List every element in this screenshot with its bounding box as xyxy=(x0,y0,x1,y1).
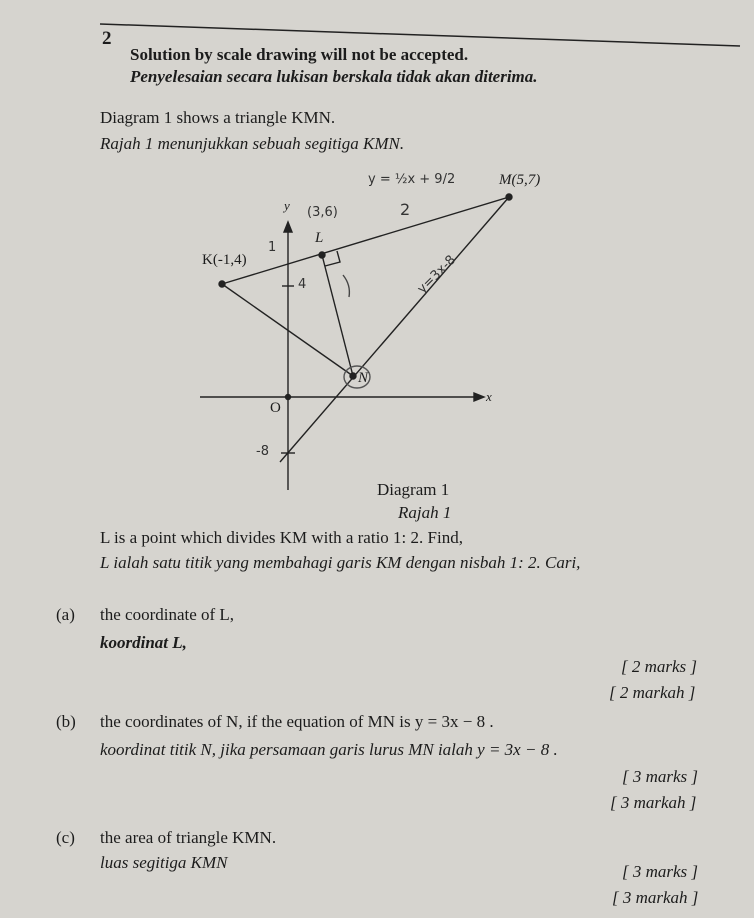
label-n: N xyxy=(358,370,369,386)
marks-en: [ 3 marks ] xyxy=(622,862,699,881)
handwritten-tick-neg8: -8 xyxy=(256,444,269,459)
label-k: K(-1,4) xyxy=(202,252,247,268)
handwritten-tick-4: 4 xyxy=(298,277,307,292)
y-axis-arrow xyxy=(284,222,292,232)
statement-ms: L ialah satu titik yang membahagi garis KM dengan nisbah 1: 2. Cari, xyxy=(100,553,581,572)
diagram-1 xyxy=(200,194,512,490)
marks-ms: [ 3 markah ] xyxy=(610,793,697,812)
handwritten-arc xyxy=(343,275,349,297)
statement-en: L is a point which divides KM with a ratio 1: 2. Find, xyxy=(100,528,463,547)
part-text-en: the coordinate of L, xyxy=(100,605,235,624)
point-k-dot xyxy=(219,281,225,287)
right-angle-mark xyxy=(325,251,340,266)
label-m: M(5,7) xyxy=(499,172,541,188)
part-label: (a) xyxy=(56,605,75,624)
marks-en: [ 3 marks ] xyxy=(622,767,699,786)
diagram-caption-ms: Rajah 1 xyxy=(398,503,452,522)
part-text-en: the coordinates of N, if the equation of MN is y = 3x − 8 . xyxy=(100,712,494,731)
marks-ms: [ 2 markah ] xyxy=(609,683,696,702)
label-l: L xyxy=(315,230,324,246)
origin-dot xyxy=(286,395,291,400)
side-km xyxy=(222,197,509,284)
point-m-dot xyxy=(506,194,512,200)
part-text-ms: luas segitiga KMN xyxy=(100,853,228,872)
part-label: (b) xyxy=(56,712,76,731)
handwritten-km-equation: y = ½x + 9/2 xyxy=(368,172,456,187)
intro-ms: Rajah 1 menunjukkan sebuah segitiga KMN. xyxy=(100,134,405,153)
marks-ms: [ 3 markah ] xyxy=(612,888,699,907)
note-ms: Penyelesaian secara lukisan berskala tidak akan diterima. xyxy=(130,67,538,86)
part-label: (c) xyxy=(56,828,75,847)
question-number: 2 xyxy=(102,28,112,49)
label-origin: O xyxy=(270,400,281,416)
header-rule xyxy=(100,24,740,46)
intro-en: Diagram 1 shows a triangle KMN. xyxy=(100,108,336,127)
diagram-caption-en: Diagram 1 xyxy=(377,480,450,499)
part-text-ms: koordinat titik N, jika persamaan garis lurus MN ialah y = 3x − 8 . xyxy=(100,740,558,759)
label-x-axis: x xyxy=(486,389,492,404)
handwritten-ratio-2: 2 xyxy=(400,200,411,219)
point-l-dot xyxy=(319,252,325,258)
part-text-en: the area of triangle KMN. xyxy=(100,828,277,847)
handwritten-ratio-1: 1 xyxy=(268,240,277,255)
handwritten-mn-equation: y=3x-8 xyxy=(414,252,459,297)
part-text-ms: koordinat L, xyxy=(100,633,187,652)
marks-en: [ 2 marks ] xyxy=(621,657,698,676)
x-axis-arrow xyxy=(474,393,484,401)
handwritten-l-coordinate: (3,6) xyxy=(307,205,338,220)
note-en: Solution by scale drawing will not be accepted. xyxy=(130,45,469,64)
point-n-dot xyxy=(350,373,356,379)
label-y-axis: y xyxy=(284,198,290,213)
